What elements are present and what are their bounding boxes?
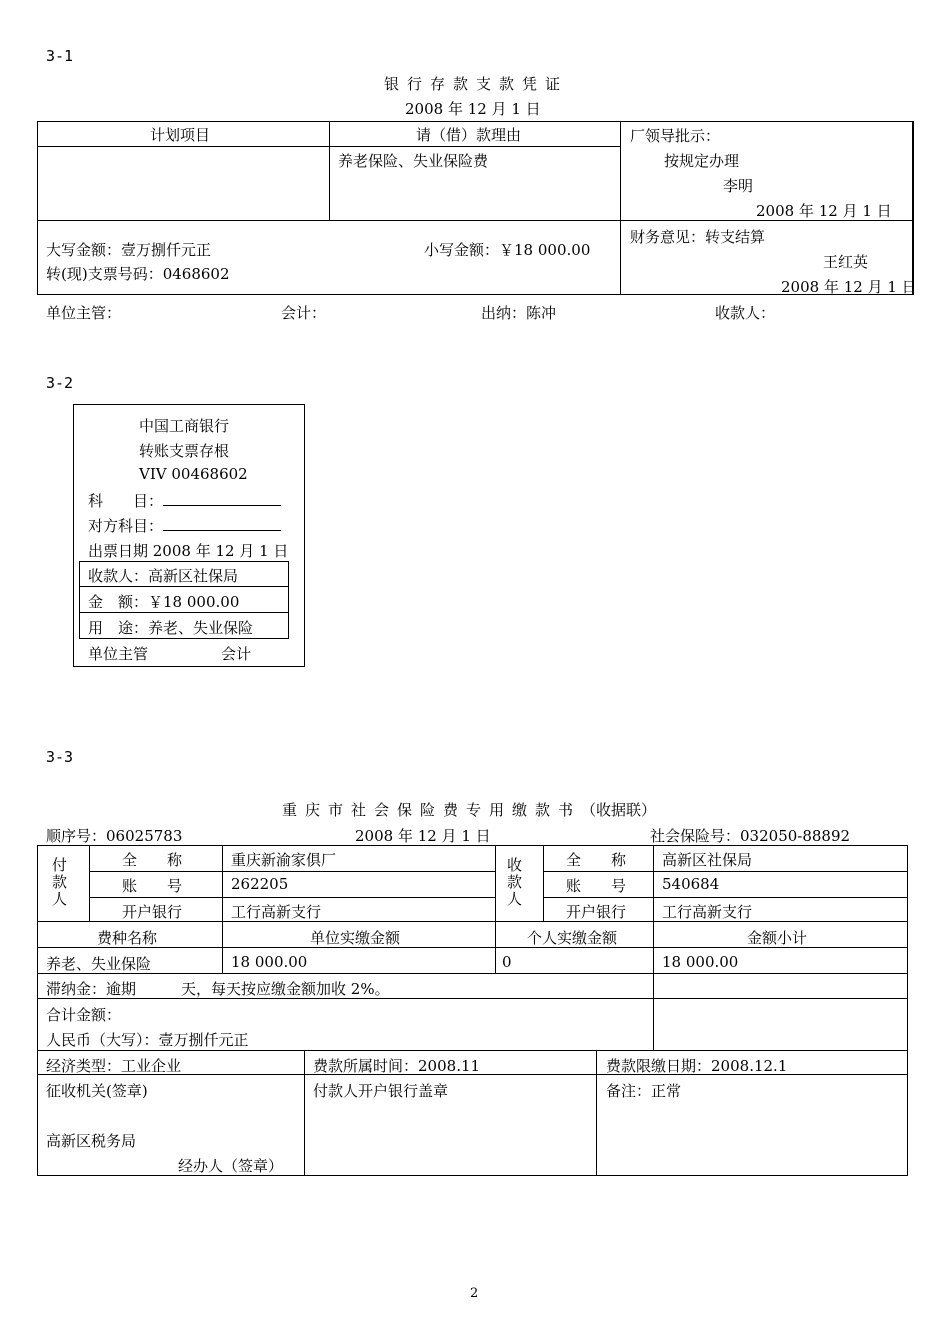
stub-counter-subject: 对方科目： (88, 515, 281, 536)
payee-account-label: 账 号 (566, 877, 627, 895)
late-fee: 滞纳金：逾期 天，每天按应缴金额加收 2%。 (46, 980, 390, 998)
voucher-title: 银行存款支款凭证 (384, 75, 569, 93)
stub-purpose-value: 养老、失业保险 (148, 619, 254, 637)
stub-amount: 金 额：￥18 000.00 (88, 593, 240, 611)
amount-upper: 大写金额：壹万捌仟元正 (46, 241, 212, 259)
col-subtotal: 金额小计 (747, 929, 808, 947)
col-reason-header: 请（借）款理由 (416, 126, 522, 144)
col-personal-paid: 个人实缴金额 (527, 929, 618, 947)
payee-bank: 工行高新支行 (662, 903, 753, 921)
amount-lower-value: ￥18 000.00 (499, 241, 591, 259)
stub-issue-date: 出票日期 2008 年 12 月 1 日 (88, 542, 289, 560)
personal-paid: 0 (502, 953, 512, 971)
bank-stamp-label: 付款人开户银行盖章 (313, 1082, 449, 1100)
col-fee-name: 费种名称 (97, 929, 158, 947)
section-label-3-1: 3-1 (46, 47, 74, 65)
payer-name: 重庆新渝家俱厂 (231, 851, 337, 869)
fee-period-value: 2008.11 (418, 1057, 481, 1075)
section-label-3-2: 3-2 (46, 374, 74, 392)
fee-period: 费款所属时间：2008.11 (313, 1057, 481, 1075)
check-number: 转(现)支票号码：0468602 (46, 265, 230, 283)
payer-account: 262205 (231, 875, 289, 893)
stub-serial: VIV 00468602 (139, 465, 248, 483)
total-rmb: 人民币（大写）：壹万捌仟元正 (46, 1031, 249, 1049)
payer-bank-label: 开户银行 (122, 903, 183, 921)
remark: 备注：正常 (606, 1082, 682, 1100)
stub-bank: 中国工商银行 (139, 417, 230, 435)
sign-accountant: 会计： (281, 304, 327, 322)
payer-full-name-label: 全 称 (122, 851, 183, 869)
payee-bank-label: 开户银行 (566, 903, 627, 921)
amount-upper-value: 壹万捌仟元正 (121, 241, 212, 259)
subtotal: 18 000.00 (662, 953, 739, 971)
payment-deadline: 费款限缴日期：2008.12.1 (606, 1057, 788, 1075)
check-number-value: 0468602 (162, 265, 230, 283)
sequence-number: 顺序号：06025783 (46, 827, 183, 845)
payee-account: 540684 (662, 875, 720, 893)
sign-cashier-value: 陈冲 (526, 304, 557, 322)
leader-instruction: 按规定办理 (664, 152, 740, 170)
economy-type: 经济类型：工业企业 (46, 1057, 182, 1075)
stub-payee-value: 高新区社保局 (148, 567, 239, 585)
payer-account-label: 账 号 (122, 877, 183, 895)
economy-type-value: 工业企业 (121, 1057, 182, 1075)
stub-amount-value: ￥18 000.00 (148, 593, 240, 611)
stub-supervisor: 单位主管 (88, 645, 149, 663)
col-unit-paid: 单位实缴金额 (310, 929, 401, 947)
payee-full-name-label: 全 称 (566, 851, 627, 869)
sign-cashier: 出纳：陈冲 (481, 304, 557, 322)
finance-date: 2008 年 12 月 1 日 (781, 278, 917, 296)
section-label-3-3: 3-3 (46, 748, 74, 766)
payer-label: 付款人 (52, 856, 68, 908)
fee-name: 养老、失业保险 (46, 955, 152, 973)
leader-name: 李明 (723, 177, 754, 195)
stub-purpose: 用 途：养老、失业保险 (88, 619, 254, 637)
stub-title: 转账支票存根 (139, 442, 230, 460)
insurance-number: 社会保险号：032050-88892 (650, 827, 851, 845)
payment-date: 2008 年 12 月 1 日 (355, 827, 491, 845)
payment-form-title: 重庆市社会保险费专用缴款书（收据联） (282, 801, 657, 819)
remark-value: 正常 (651, 1082, 682, 1100)
finance-name: 王红英 (823, 253, 869, 271)
reason-value: 养老保险、失业保险费 (338, 152, 489, 170)
voucher-date: 2008 年 12 月 1 日 (405, 100, 541, 118)
payment-deadline-value: 2008.12.1 (711, 1057, 788, 1075)
payee-label: 收款人 (507, 856, 523, 908)
amount-lower: 小写金额：￥18 000.00 (424, 241, 591, 259)
col-plan-header: 计划项目 (150, 126, 211, 144)
payer-bank: 工行高新支行 (231, 903, 322, 921)
stub-payee: 收款人：高新区社保局 (88, 567, 239, 585)
payment-form-title-suffix: （收据联） (581, 801, 657, 819)
insurance-number-value: 032050-88892 (740, 827, 851, 845)
sequence-number-value: 06025783 (106, 827, 183, 845)
payee-name: 高新区社保局 (662, 851, 753, 869)
sign-payee: 收款人： (715, 304, 776, 322)
total-label: 合计金额： (46, 1006, 122, 1024)
page-number: 2 (470, 1286, 479, 1301)
stub-accountant: 会计 (221, 645, 252, 663)
stub-subject: 科 目： (88, 490, 281, 511)
sign-supervisor: 单位主管： (46, 304, 122, 322)
collector-label: 征收机关(签章) (46, 1082, 148, 1100)
collector-name: 高新区税务局 (46, 1132, 137, 1150)
finance-opinion: 财务意见：转支结算 (630, 228, 766, 246)
unit-paid: 18 000.00 (231, 953, 308, 971)
leader-label: 厂领导批示： (630, 127, 721, 145)
handler-label: 经办人（签章） (178, 1157, 284, 1175)
finance-opinion-value: 转支结算 (705, 228, 766, 246)
leader-date: 2008 年 12 月 1 日 (756, 202, 892, 220)
